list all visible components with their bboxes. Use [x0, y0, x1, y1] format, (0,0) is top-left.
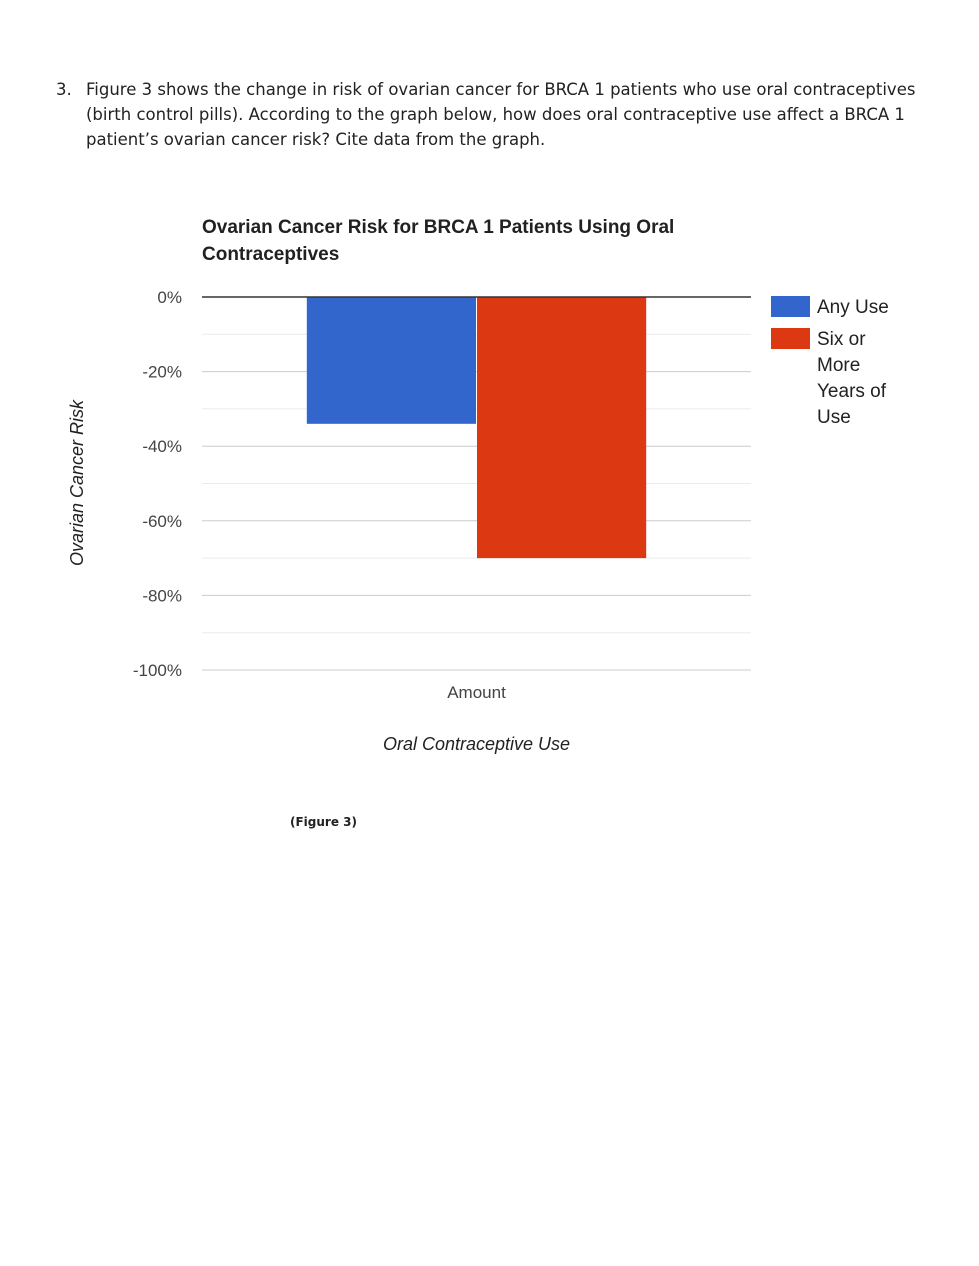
legend-swatch	[771, 328, 810, 349]
bars	[307, 297, 646, 558]
y-tick-label: -40%	[142, 437, 182, 457]
chart-title-line-1: Ovarian Cancer Risk for BRCA 1 Patients Using Oral	[202, 217, 675, 238]
legend	[771, 296, 889, 428]
y-tick-label: -100%	[132, 661, 182, 680]
question-text: Figure 3 shows the change in risk of ovarian cancer for BRCA 1 patients who use oral contraceptives (birth control pills). According to the graph below, how does oral contraceptive use affect a BRCA 1 patient’s ovarian cancer risk? Cite data from the graph.	[86, 80, 916, 149]
y-tick-label: -60%	[142, 511, 182, 531]
y-tick-label: -20%	[142, 362, 182, 382]
figure-caption: (Figure 3)	[290, 815, 357, 829]
question-number: 3.	[56, 80, 72, 99]
x-axis-title: Oral Contraceptive Use	[382, 734, 571, 754]
legend-label: Six or More Years of Use	[817, 329, 887, 428]
y-tick-label: -80%	[142, 586, 182, 606]
y-tick-labels	[133, 288, 182, 680]
y-tick-label: 0%	[157, 288, 182, 307]
grid-lines	[202, 334, 751, 670]
y-axis-title: Ovarian Cancer Risk	[67, 399, 87, 567]
x-category-label: Amount	[447, 683, 506, 702]
bar-any-use	[307, 297, 476, 424]
legend-label: Any Use	[817, 297, 889, 318]
legend-swatch	[771, 296, 810, 317]
chart-title-line-2: Contraceptives	[202, 244, 340, 265]
bar-six-or-more-years-of-use	[477, 297, 646, 558]
